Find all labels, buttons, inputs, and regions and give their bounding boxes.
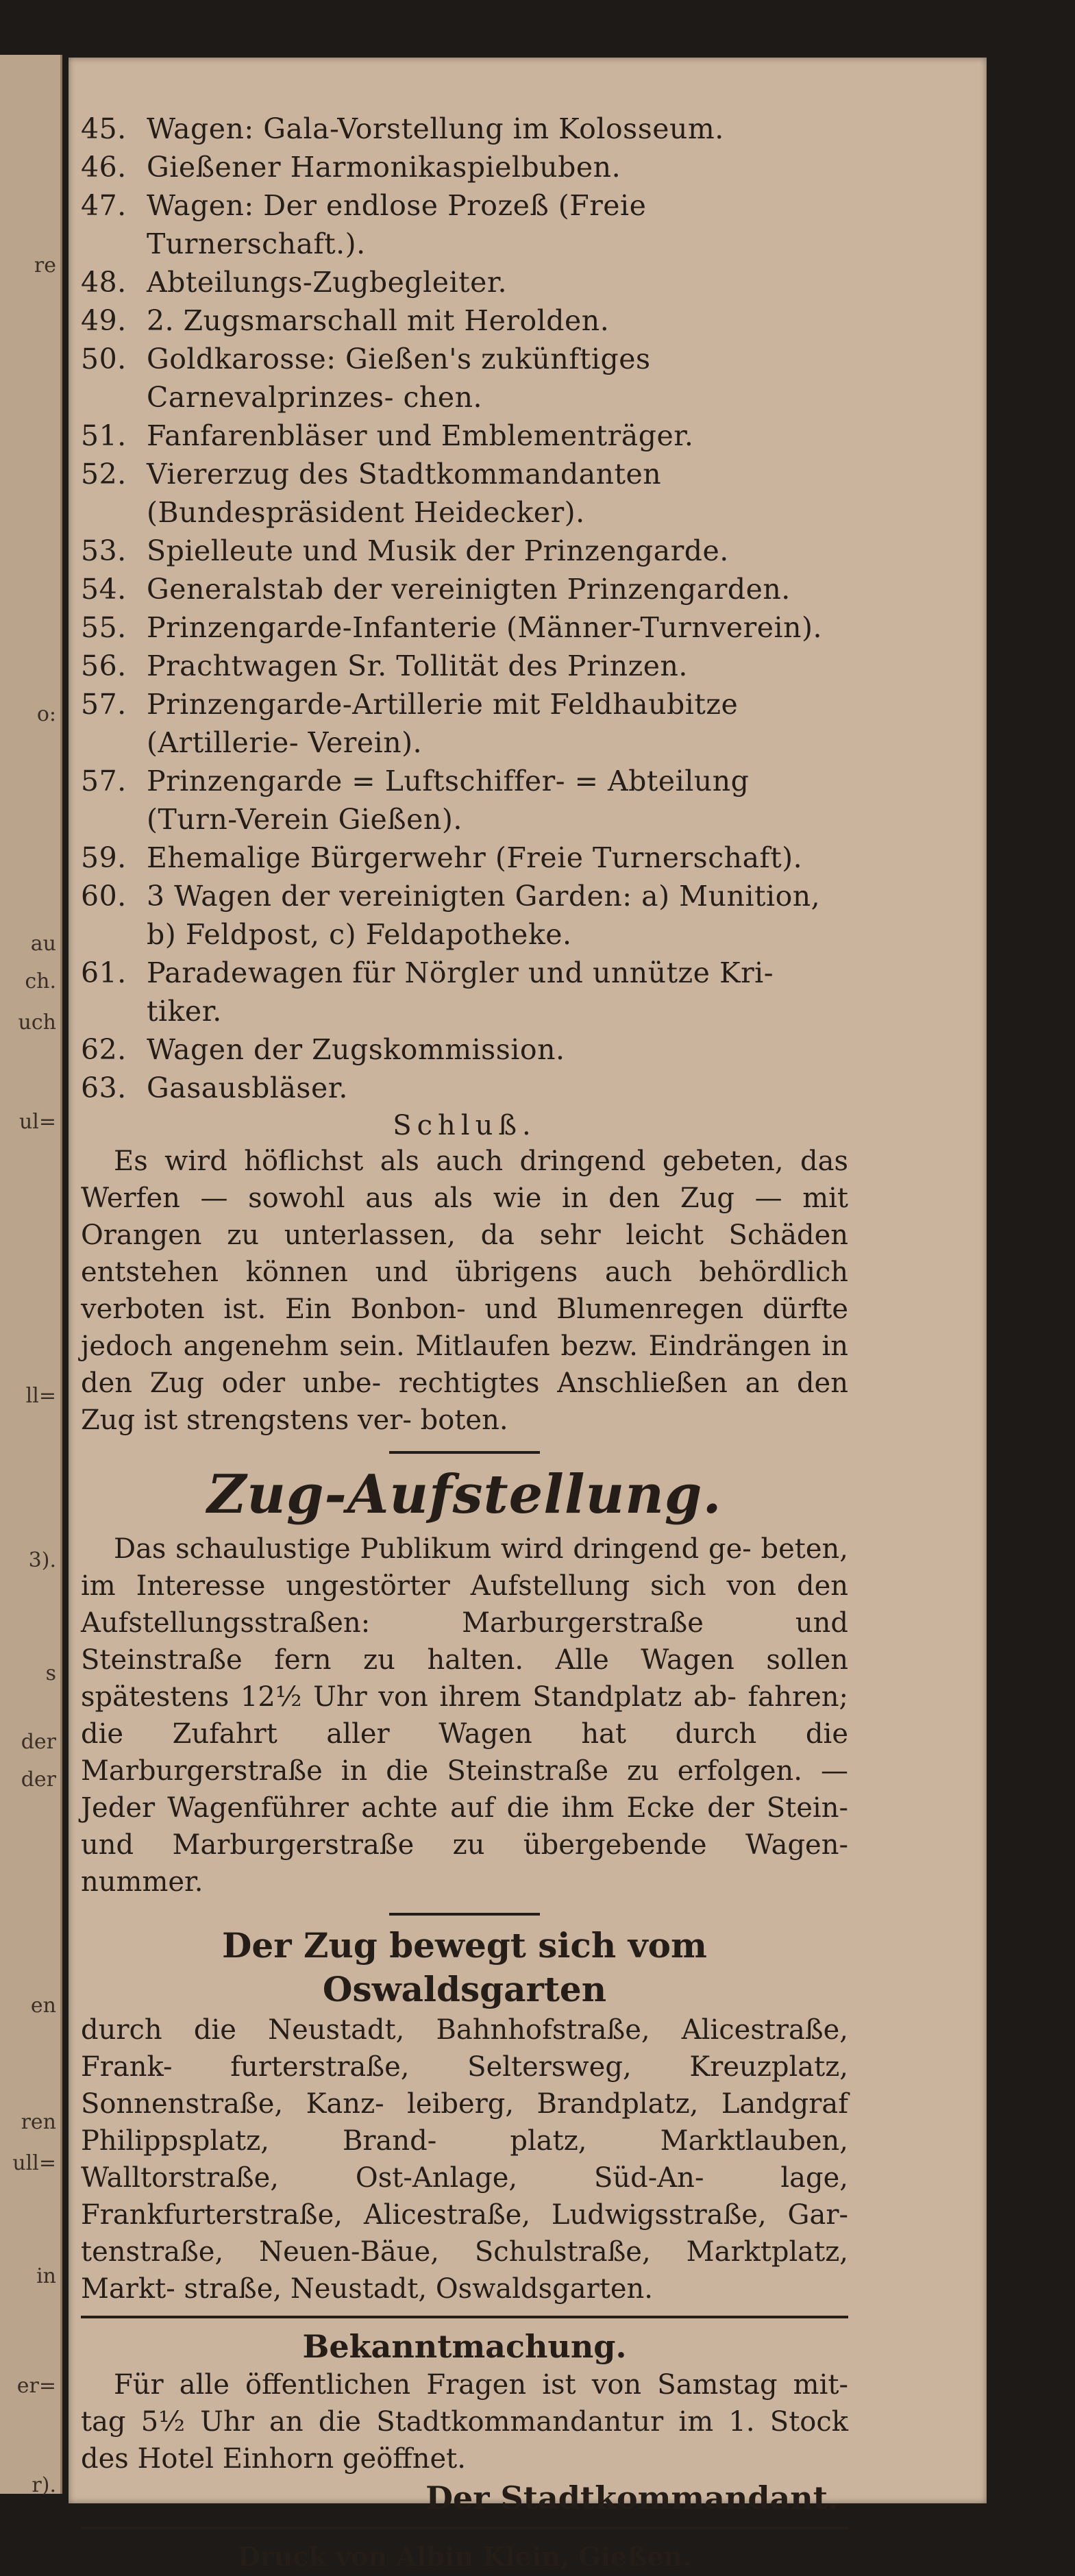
list-item (81, 685, 848, 762)
list-item (81, 301, 848, 340)
item-text: Wagen der Zugskommission. (147, 1033, 565, 1066)
item-text: Paradewagen für Nörgler und unnütze Kri- tiker. (147, 956, 774, 1028)
list-item (81, 877, 848, 954)
item-number: 57. (81, 765, 127, 797)
divider (81, 2316, 848, 2318)
item-text: Prachtwagen Sr. Tollität des Prinzen. (147, 649, 688, 682)
item-number: 61. (81, 956, 127, 989)
item-text: Fanfarenbläser und Emblementräger. (147, 419, 694, 452)
list-item (81, 186, 848, 263)
item-number: 56. (81, 649, 127, 682)
adjacent-page-fragment: ull= (12, 2151, 56, 2175)
adjacent-page-fragment: o: (36, 702, 56, 726)
adjacent-page-fragment: ch. (25, 969, 56, 993)
adjacent-page-fragment: 3). (28, 1548, 56, 1572)
item-number: 60. (81, 880, 127, 913)
adjacent-page-fragment: in (36, 2264, 56, 2288)
adjacent-page-fragment: en (30, 1994, 56, 2018)
item-number: 57. (81, 688, 127, 721)
item-number: 47. (81, 189, 127, 222)
item-number: 46. (81, 151, 127, 184)
list-item (81, 340, 848, 417)
list-item (81, 148, 848, 186)
item-text: Wagen: Der endlose Prozeß (Freie Turnerschaft.). (147, 189, 647, 260)
closing-paragraph: Es wird höflichst als auch dringend gebeten, das Werfen — sowohl aus als wie in den Zug — mit Orangen zu unterlassen, da sehr leicht Schäden entstehen können und übrigens auch behördlich verboten ist. Ein Bonbon- und Blumenregen dürfte jedoch angenehm sein. Mitlaufen bezw. Eindrängen in den Zug oder unbe- rechtigtes Anschließen an den Zug ist strengstens ver- boten. (81, 1145, 848, 1436)
item-number: 52. (81, 458, 127, 491)
adjacent-page-fragment: uch (18, 1011, 56, 1035)
list-item (81, 455, 848, 532)
item-text: Gießener Harmonikaspielbuben. (147, 151, 621, 184)
item-text: Prinzengarde-Infanterie (Männer-Turnverein). (147, 611, 823, 644)
item-number: 45. (81, 112, 127, 145)
notice-paragraph: Für alle öffentlichen Fragen ist von Samstag mit- tag 5½ Uhr an die Stadtkommandantur im 1. Stock des Hotel Einhorn geöffnet. (81, 2369, 848, 2475)
list-item (81, 263, 848, 301)
item-number: 53. (81, 534, 127, 567)
item-text: Prinzengarde-Artillerie mit Feldhaubitze (Artillerie- Verein). (147, 688, 739, 759)
item-number: 55. (81, 611, 127, 644)
list-item (81, 762, 848, 839)
list-item (81, 110, 848, 148)
list-item (81, 1030, 848, 1069)
notice-heading: Bekanntmachung. (302, 2328, 627, 2365)
item-text: 2. Zugsmarschall mit Herolden. (147, 304, 610, 337)
divider (389, 1451, 540, 1454)
list-item (81, 608, 848, 647)
list-item (81, 532, 848, 570)
item-text: Wagen: Gala-Vorstellung im Kolosseum. (147, 112, 724, 145)
item-number: 63. (81, 1072, 127, 1104)
adjacent-page-fragment: er= (16, 2374, 56, 2398)
list-item (81, 954, 848, 1030)
list-item (81, 839, 848, 877)
item-text: Ehemalige Bürgerwehr (Freie Turnerschaft). (147, 841, 803, 874)
divider (389, 1913, 540, 1916)
notice-signature: Der Stadtkommandant. (425, 2479, 839, 2516)
adjacent-page-fragment: ul= (18, 1110, 56, 1134)
route-heading: Der Zug bewegt sich vom Oswaldsgarten (222, 1925, 707, 2009)
adjacent-page-fragment: ll= (25, 1384, 56, 1408)
divider (81, 2527, 848, 2529)
item-number: 48. (81, 266, 127, 299)
item-number: 51. (81, 419, 127, 452)
item-text: Viererzug des Stadtkommandanten (Bundespräsident Heidecker). (147, 458, 662, 529)
adjacent-page-fragment: der (21, 1730, 56, 1754)
item-number: 54. (81, 573, 127, 606)
adjacent-page-fragment: s (45, 1661, 56, 1685)
adjacent-page-fragment: r). (32, 2473, 56, 2497)
program-list (81, 110, 848, 1107)
item-text: Abteilungs-Zugbegleiter. (147, 266, 508, 299)
adjacent-page-fragment: ren (21, 2110, 56, 2134)
assembly-paragraph: Das schaulustige Publikum wird dringend ge- beten, im Interesse ungestörter Aufstellung sich von den Aufstellungsstraßen: Marburgerstraße und Steinstraße fern zu halten. Alle Wagen sollen spätestens 12½ Uhr von ihrem Standplatz ab- fahren; die Zufahrt aller Wagen hat durch die Marburgerstraße in die Steinstraße zu erfolgen. — Jeder Wagenführer achte auf die ihm Ecke der Stein- und Marburgerstraße zu übergebende Wagen- nummer. (81, 1533, 848, 1898)
item-text: Goldkarosse: Gießen's zukünftiges Carnevalprinzes- chen. (147, 343, 651, 414)
item-text: Prinzengarde = Luftschiffer- = Abteilung (Turn-Verein Gießen). (147, 765, 750, 836)
item-text: Gasausbläser. (147, 1072, 348, 1104)
item-text: 3 Wagen der vereinigten Garden: a) Munition, b) Feldpost, c) Feldapotheke. (147, 880, 821, 951)
list-item (81, 570, 848, 608)
route-paragraph: durch die Neustadt, Bahnhofstraße, Alicestraße, Frank- furterstraße, Seltersweg, Kreuzplatz, Sonnenstraße, Kanz- leiberg, Brandplatz, Landgraf Philippsplatz, Brand- platz, Marktlauben, Walltorstraße, Ost-Anlage, Süd-An- lage, Frankfurterstraße, Alicestraße, Ludwigsstraße, Gar- tenstraße, Neuen-Bäue, Schulstraße, Marktplatz, Markt- straße, Neustadt, Oswaldsgarten. (81, 2014, 848, 2305)
page-content (81, 110, 848, 2576)
item-text: Generalstab der vereinigten Prinzengarden. (147, 573, 791, 606)
assembly-heading: Zug-Aufstellung. (207, 1463, 722, 1526)
printer-imprint: Druck von Albin Klein, Gießen. (237, 2541, 692, 2572)
item-number: 50. (81, 343, 127, 375)
closing-title: Schluß. (393, 1110, 536, 1141)
adjacent-page-fragment: au (30, 932, 56, 956)
adjacent-page-strip (0, 55, 62, 2497)
list-item (81, 417, 848, 455)
item-number: 62. (81, 1033, 127, 1066)
adjacent-page-fragment: re (34, 253, 56, 277)
list-item (81, 647, 848, 685)
adjacent-page-fragment: der (21, 1768, 56, 1792)
list-item (81, 1069, 848, 1107)
item-number: 49. (81, 304, 127, 337)
item-text: Spielleute und Musik der Prinzengarde. (147, 534, 729, 567)
item-number: 59. (81, 841, 127, 874)
